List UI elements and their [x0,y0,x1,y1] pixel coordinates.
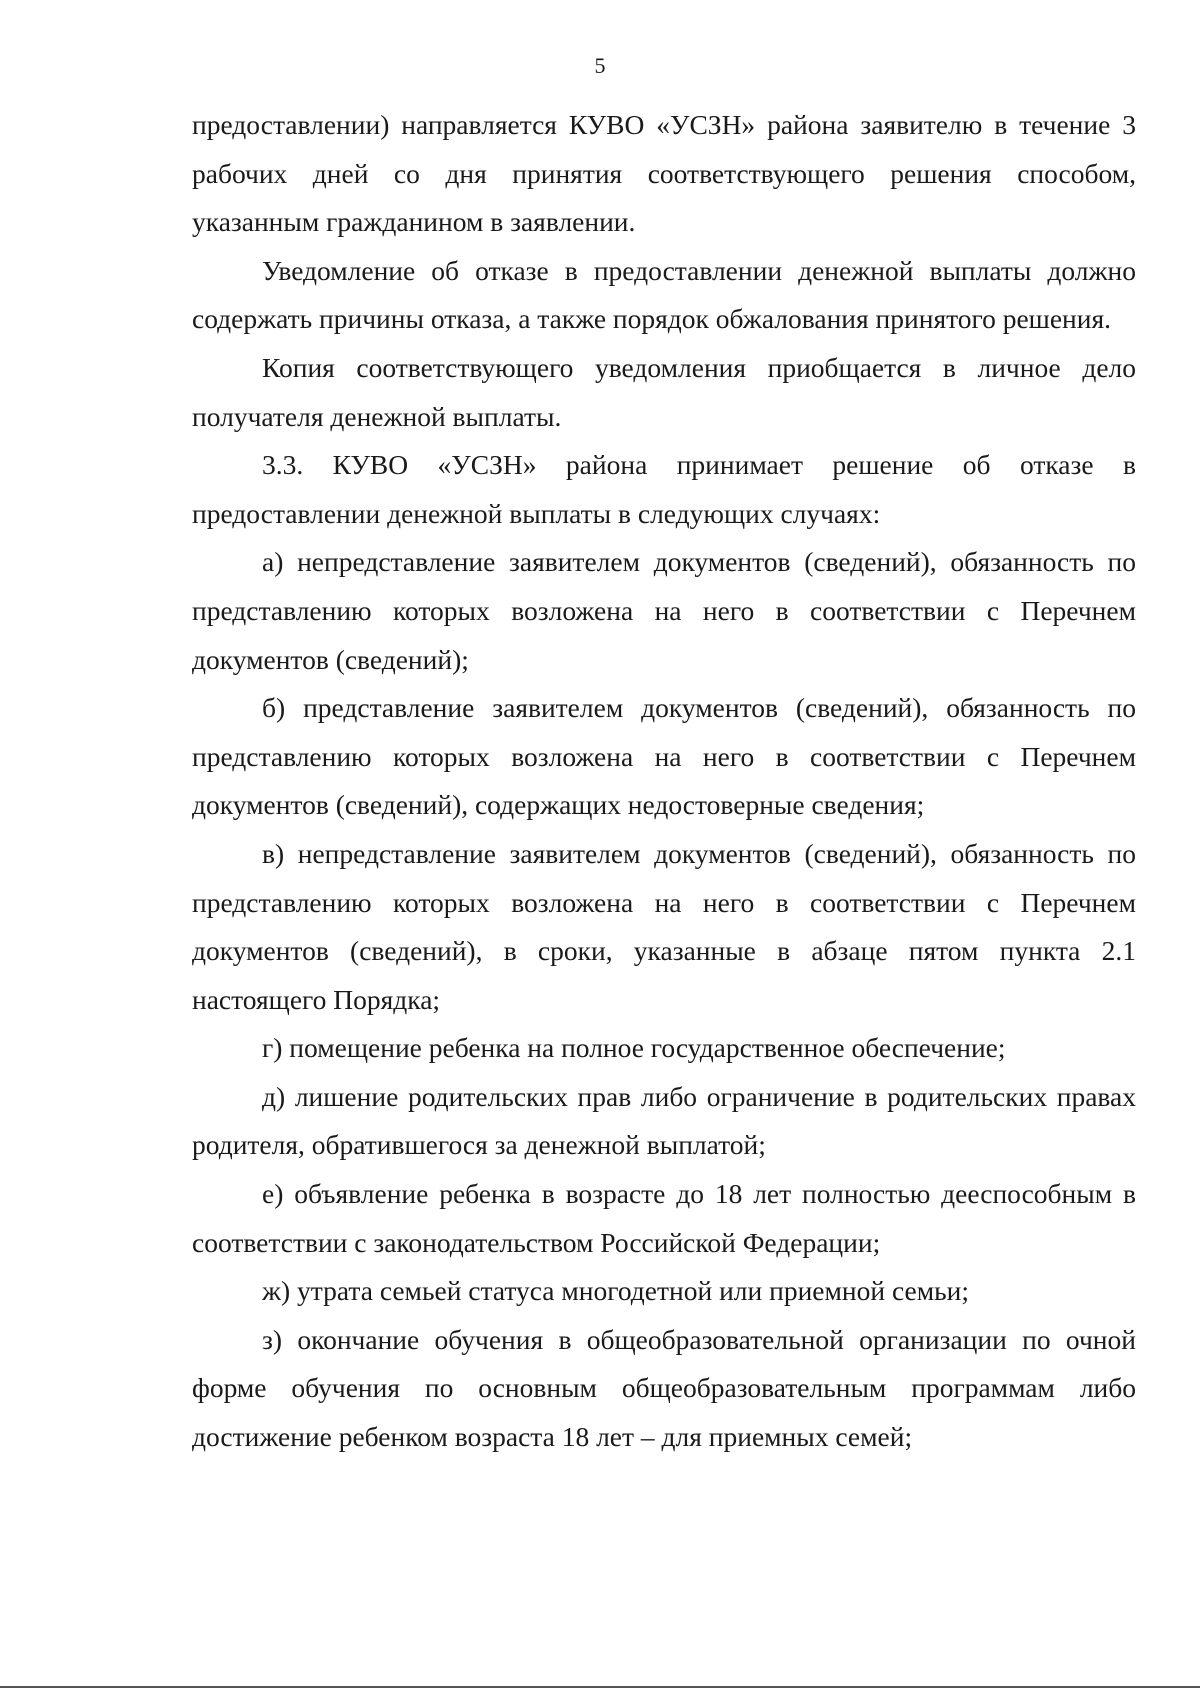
page-number: 5 [594,53,606,78]
list-item-a: а) непредставление заявителем документов (сведений), обязанность по представлению которых возложена на него в соответствии с Перечнем документов (сведений); [192,546,1136,675]
list-item-b: б) представление заявителем документов (сведений), обязанность по представлению которых возложена на него в соответствии с Перечнем документов (сведений), содержащих недостоверные сведения; [192,692,1136,821]
list-item-g: г) помещение ребенка на полное государственное обеспечение; [262,1032,1006,1064]
list-item-v: в) непредставление заявителем документов (сведений), обязанность по представлению которых возложена на него в соответствии с Перечнем документов (сведений), в сроки, указанные в абзаце пятом пункта 2.1 настоящего Порядка; [192,837,1136,1015]
paragraph-notice-copy: Копия соответствующего уведомления приобщается в личное дело получателя денежной выплаты. [192,351,1136,432]
list-item-zh: ж) утрата семьей статуса многодетной или приемной семьи; [262,1275,970,1307]
list-item-z: з) окончание обучения в общеобразовательной организации по очной форме обучения по основным общеобразовательным программам либо достижение ребенком возраста 18 лет – для приемных семей; [192,1323,1136,1453]
document-body [192,101,1136,1462]
scan-bottom-edge [0,1686,1200,1688]
list-item-d: д) лишение родительских прав либо ограничение в родительских правах родителя, обратившегося за денежной выплатой; [192,1080,1136,1161]
paragraph-clause-3-3: 3.3. КУВО «УСЗН» района принимает решение об отказе в предоставлении денежной выплаты в следующих случаях: [192,449,1136,529]
paragraph-refusal-notice: Уведомление об отказе в предоставлении денежной выплаты должно содержать причины отказа, а также порядок обжалования принятого решения. [192,254,1136,335]
list-item-e: е) объявление ребенка в возрасте до 18 лет полностью дееспособным в соответствии с законодательством Российской Федерации; [192,1178,1136,1258]
paragraph-continuation: предоставлении) направляется КУВО «УСЗН» района заявителю в течение 3 рабочих дней со дня принятия соответствующего решения способом, указанным гражданином в заявлении. [192,109,1136,238]
